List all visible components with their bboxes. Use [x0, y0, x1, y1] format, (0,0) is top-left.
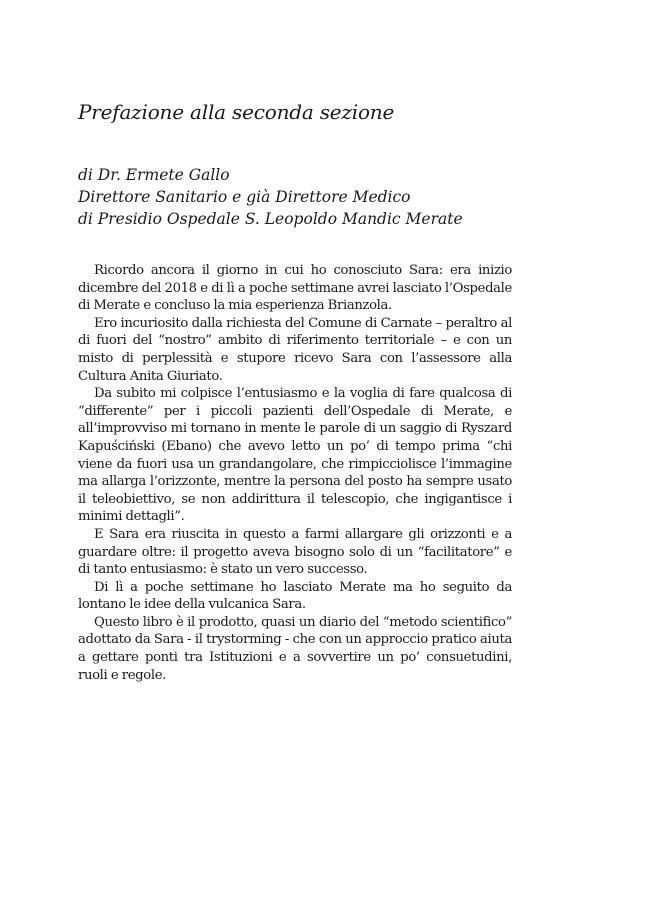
paragraph: Di lì a poche settimane ho lasciato Merate ma ho seguito da lontano le idee della vulcanica Sara.: [78, 579, 512, 613]
paragraph: Ricordo ancora il giorno in cui ho conosciuto Sara: era inizio dicembre del 2018 e di lì a poche settimane avrei lasciato l’Ospedale di Merate e concluso la mia esperienza Brianzola.: [78, 263, 512, 314]
paragraph: Da subito mi colpisce l’entusiasmo e la voglia di fare qualcosa di “differente” per i piccoli pazienti dell’Ospedale di Merate, e all’improvviso mi tornano in mente le parole di un saggio di Ryszard Kapuściński (Ebano) che avevo letto un po’ di tempo prima “chi viene da fuori usa un grandangolare, che rimpicciolisce l’immagine ma allarga l’orizzonte, mentre la persona del posto ha sempre usato il teleobiettivo, se non addirittura il telescopio, che ingigantisce i minimi dettagli”.: [78, 386, 512, 525]
paragraph: Questo libro è il prodotto, quasi un diario del “metodo scientifico” adottato da Sara - il trystorming - che con un approccio pratico aiuta a gettare ponti tra Istituzioni e a sovvertire un po’ consuetudini, ruoli e regole.: [78, 614, 512, 683]
preface-body: [78, 262, 512, 684]
section-title: Prefazione alla seconda sezione: [78, 100, 395, 124]
author-name: di Dr. Ermete Gallo: [78, 166, 230, 184]
author-role: Direttore Sanitario e già Direttore Medico: [78, 188, 411, 206]
paragraph: E Sara era riuscita in questo a farmi allargare gli orizzonti e a guardare oltre: il progetto aveva bisogno solo di un “facilitatore” e di tanto entusiasmo: è stato un vero successo.: [78, 526, 512, 578]
author-affiliation: di Presidio Ospedale S. Leopoldo Mandic Merate: [78, 210, 463, 228]
author-byline: [78, 164, 463, 230]
paragraph: Ero incuriosito dalla richiesta del Comune di Carnate – peraltro al di fuori del “nostro” ambito di riferimento territoriale – e con un misto di perplessità e stupore ricevo Sara con l’assessore alla Cultura Anita Giuriato.: [78, 315, 512, 384]
